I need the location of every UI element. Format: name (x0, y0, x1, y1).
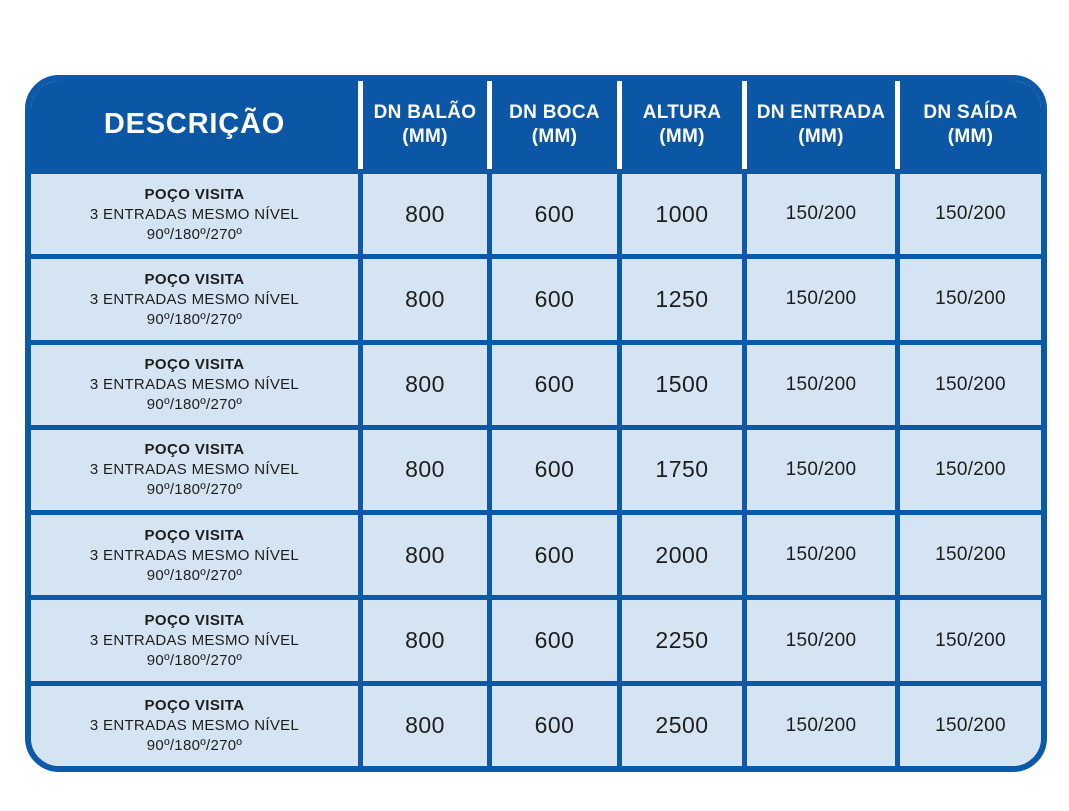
header-cell-altura (617, 81, 742, 169)
desc-line1: POÇO VISITA (144, 270, 245, 288)
desc-line3: 90º/180º/270º (146, 481, 243, 499)
header-cell-dn-saida (895, 81, 1041, 169)
desc-line3: 90º/180º/270º (146, 310, 243, 328)
cell-dn-entrada: 150/200 (742, 595, 895, 680)
cell-descricao (31, 681, 358, 766)
header-label-line1: DN BALÃO (373, 101, 477, 123)
header-label-line1: DN BOCA (509, 101, 600, 123)
cell-descricao (31, 425, 358, 510)
header-label-line1: DN ENTRADA (756, 101, 886, 123)
cell-dn-balao: 800 (358, 510, 487, 595)
cell-dn-boca: 600 (487, 169, 617, 254)
cell-dn-boca: 600 (487, 681, 617, 766)
desc-line1: POÇO VISITA (144, 185, 245, 203)
cell-dn-entrada: 150/200 (742, 169, 895, 254)
cell-dn-entrada: 150/200 (742, 681, 895, 766)
cell-dn-saida: 150/200 (895, 595, 1041, 680)
cell-dn-saida: 150/200 (895, 681, 1041, 766)
cell-descricao (31, 595, 358, 680)
desc-line1: POÇO VISITA (144, 697, 245, 715)
header-label-line2: (MM) (402, 126, 448, 147)
desc-line2: 3 ENTRADAS MESMO NÍVEL (89, 632, 300, 650)
cell-dn-saida: 150/200 (895, 169, 1041, 254)
header-cell-dn-boca (487, 81, 617, 169)
cell-dn-entrada: 150/200 (742, 254, 895, 339)
cell-altura: 1000 (617, 169, 742, 254)
desc-line1: POÇO VISITA (144, 356, 245, 374)
header-cell-dn-entrada (742, 81, 895, 169)
desc-line2: 3 ENTRADAS MESMO NÍVEL (89, 376, 300, 394)
cell-dn-balao: 800 (358, 595, 487, 680)
cell-dn-saida: 150/200 (895, 340, 1041, 425)
desc-line2: 3 ENTRADAS MESMO NÍVEL (89, 290, 300, 308)
cell-altura: 1500 (617, 340, 742, 425)
cell-dn-boca: 600 (487, 425, 617, 510)
header-cell-dn-balao (358, 81, 487, 169)
cell-dn-boca: 600 (487, 340, 617, 425)
cell-dn-balao: 800 (358, 425, 487, 510)
cell-dn-saida: 150/200 (895, 254, 1041, 339)
desc-line1: POÇO VISITA (144, 612, 245, 630)
header-label-line1: DN SAÍDA (923, 101, 1018, 123)
spec-table (25, 75, 1047, 772)
cell-dn-balao: 800 (358, 340, 487, 425)
cell-altura: 2000 (617, 510, 742, 595)
desc-line3: 90º/180º/270º (146, 225, 243, 243)
header-label-line2: (MM) (531, 126, 578, 147)
header-label-line2: (MM) (947, 126, 994, 147)
desc-line2: 3 ENTRADAS MESMO NÍVEL (89, 717, 300, 735)
desc-line2: 3 ENTRADAS MESMO NÍVEL (89, 205, 300, 223)
cell-dn-balao: 800 (358, 169, 487, 254)
cell-dn-balao: 800 (358, 254, 487, 339)
cell-dn-balao: 800 (358, 681, 487, 766)
cell-dn-boca: 600 (487, 510, 617, 595)
cell-dn-boca: 600 (487, 254, 617, 339)
cell-dn-entrada: 150/200 (742, 510, 895, 595)
cell-dn-entrada: 150/200 (742, 340, 895, 425)
desc-line3: 90º/180º/270º (146, 737, 243, 755)
cell-dn-saida: 150/200 (895, 425, 1041, 510)
cell-descricao (31, 340, 358, 425)
cell-descricao (31, 254, 358, 339)
desc-line3: 90º/180º/270º (146, 396, 243, 414)
cell-altura: 1750 (617, 425, 742, 510)
desc-line3: 90º/180º/270º (146, 652, 243, 670)
cell-altura: 2250 (617, 595, 742, 680)
cell-dn-boca: 600 (487, 595, 617, 680)
desc-line2: 3 ENTRADAS MESMO NÍVEL (89, 546, 300, 564)
cell-descricao (31, 169, 358, 254)
desc-line1: POÇO VISITA (144, 526, 245, 544)
cell-dn-saida: 150/200 (895, 510, 1041, 595)
header-label-line1: ALTURA (642, 101, 722, 123)
cell-altura: 2500 (617, 681, 742, 766)
desc-line3: 90º/180º/270º (146, 566, 243, 584)
cell-altura: 1250 (617, 254, 742, 339)
header-cell-descricao: DESCRIÇÃO (31, 81, 358, 169)
header-label-line2: (MM) (659, 126, 705, 147)
cell-descricao (31, 510, 358, 595)
desc-line1: POÇO VISITA (144, 441, 245, 459)
desc-line2: 3 ENTRADAS MESMO NÍVEL (89, 461, 300, 479)
cell-dn-entrada: 150/200 (742, 425, 895, 510)
header-label-line2: (MM) (798, 126, 844, 147)
